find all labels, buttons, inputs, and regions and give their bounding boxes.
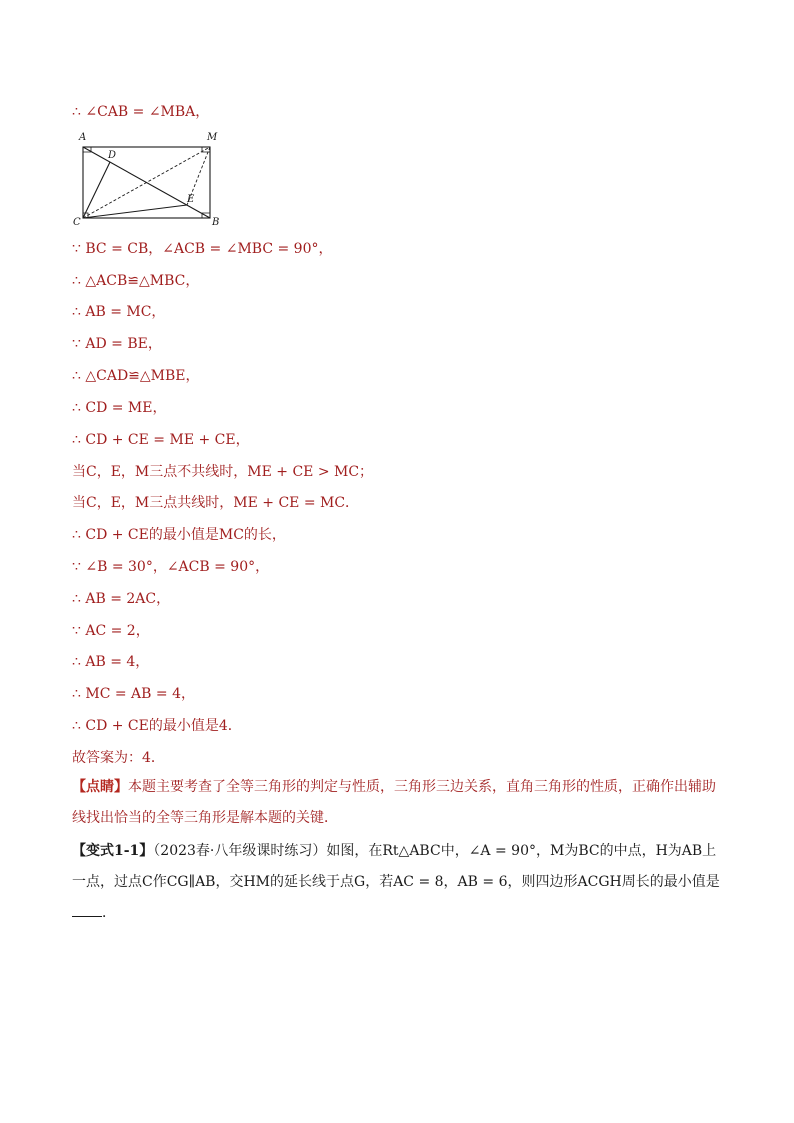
solution-line-15: ∴ AB = 4， bbox=[72, 654, 150, 670]
solution-line-2: ∵ BC = CB，∠ACB = ∠MBC = 90°， bbox=[72, 241, 333, 257]
variant-question-text: 如图，在Rt△ABC中，∠A = 90°，M为BC的中点，H为AB上一点，过点C作CG∥AB，交HM的延长线于点G，若AC = 8，AB = 6，则四边形ACGH周长的最小值是 bbox=[72, 843, 720, 890]
segment-cd bbox=[83, 162, 110, 218]
solution-line-4: ∴ AB = MC， bbox=[72, 304, 166, 320]
solution-line-8: ∴ CD + CE = ME + CE， bbox=[72, 432, 250, 448]
variant-source: （2023春·八年级课时练习） bbox=[153, 843, 327, 859]
solution-line-12: ∵ ∠B = 30°，∠ACB = 90°， bbox=[72, 559, 270, 575]
comment-paragraph bbox=[72, 772, 724, 834]
geometry-figure bbox=[72, 128, 232, 228]
segment-ce bbox=[83, 205, 187, 218]
solution-line-17: ∴ CD + CE的最小值是4． bbox=[72, 718, 242, 734]
solution-line-3: ∴ △ACB≌△MBC， bbox=[72, 273, 200, 289]
label-m: M bbox=[207, 132, 218, 143]
variant-end: ． bbox=[102, 905, 116, 921]
label-a: A bbox=[79, 132, 87, 143]
solution-line-10: 当C，E，M三点共线时，ME + CE = MC． bbox=[72, 495, 360, 511]
label-d: D bbox=[108, 150, 117, 161]
answer-line: 故答案为：4． bbox=[72, 750, 165, 766]
label-c: C bbox=[73, 217, 81, 228]
label-e: E bbox=[187, 194, 195, 205]
variant-question bbox=[72, 836, 724, 929]
solution-line-16: ∴ MC = AB = 4， bbox=[72, 686, 195, 702]
comment-tag: 【点睛】 bbox=[72, 779, 128, 795]
solution-line-11: ∴ CD + CE的最小值是MC的长， bbox=[72, 527, 286, 543]
variant-tag: 【变式1-1】 bbox=[72, 843, 154, 859]
comment-text: 本题主要考查了全等三角形的判定与性质，三角形三边关系，直角三角形的性质，正确作出辅助线找出恰当的全等三角形是解本题的关键． bbox=[72, 779, 716, 826]
solution-line-9: 当C，E，M三点不共线时，ME + CE > MC； bbox=[72, 464, 374, 480]
answer-blank bbox=[72, 902, 102, 917]
solution-line-13: ∴ AB = 2AC， bbox=[72, 591, 171, 607]
solution-line-14: ∵ AC = 2， bbox=[72, 623, 150, 639]
solution-line-5: ∵ AD = BE， bbox=[72, 336, 162, 352]
solution-line-6: ∴ △CAD≌△MBE， bbox=[72, 368, 200, 384]
label-b: B bbox=[212, 217, 220, 228]
solution-line-1: ∴ ∠CAB = ∠MBA， bbox=[72, 104, 210, 120]
solution-line-7: ∴ CD = ME， bbox=[72, 400, 167, 416]
